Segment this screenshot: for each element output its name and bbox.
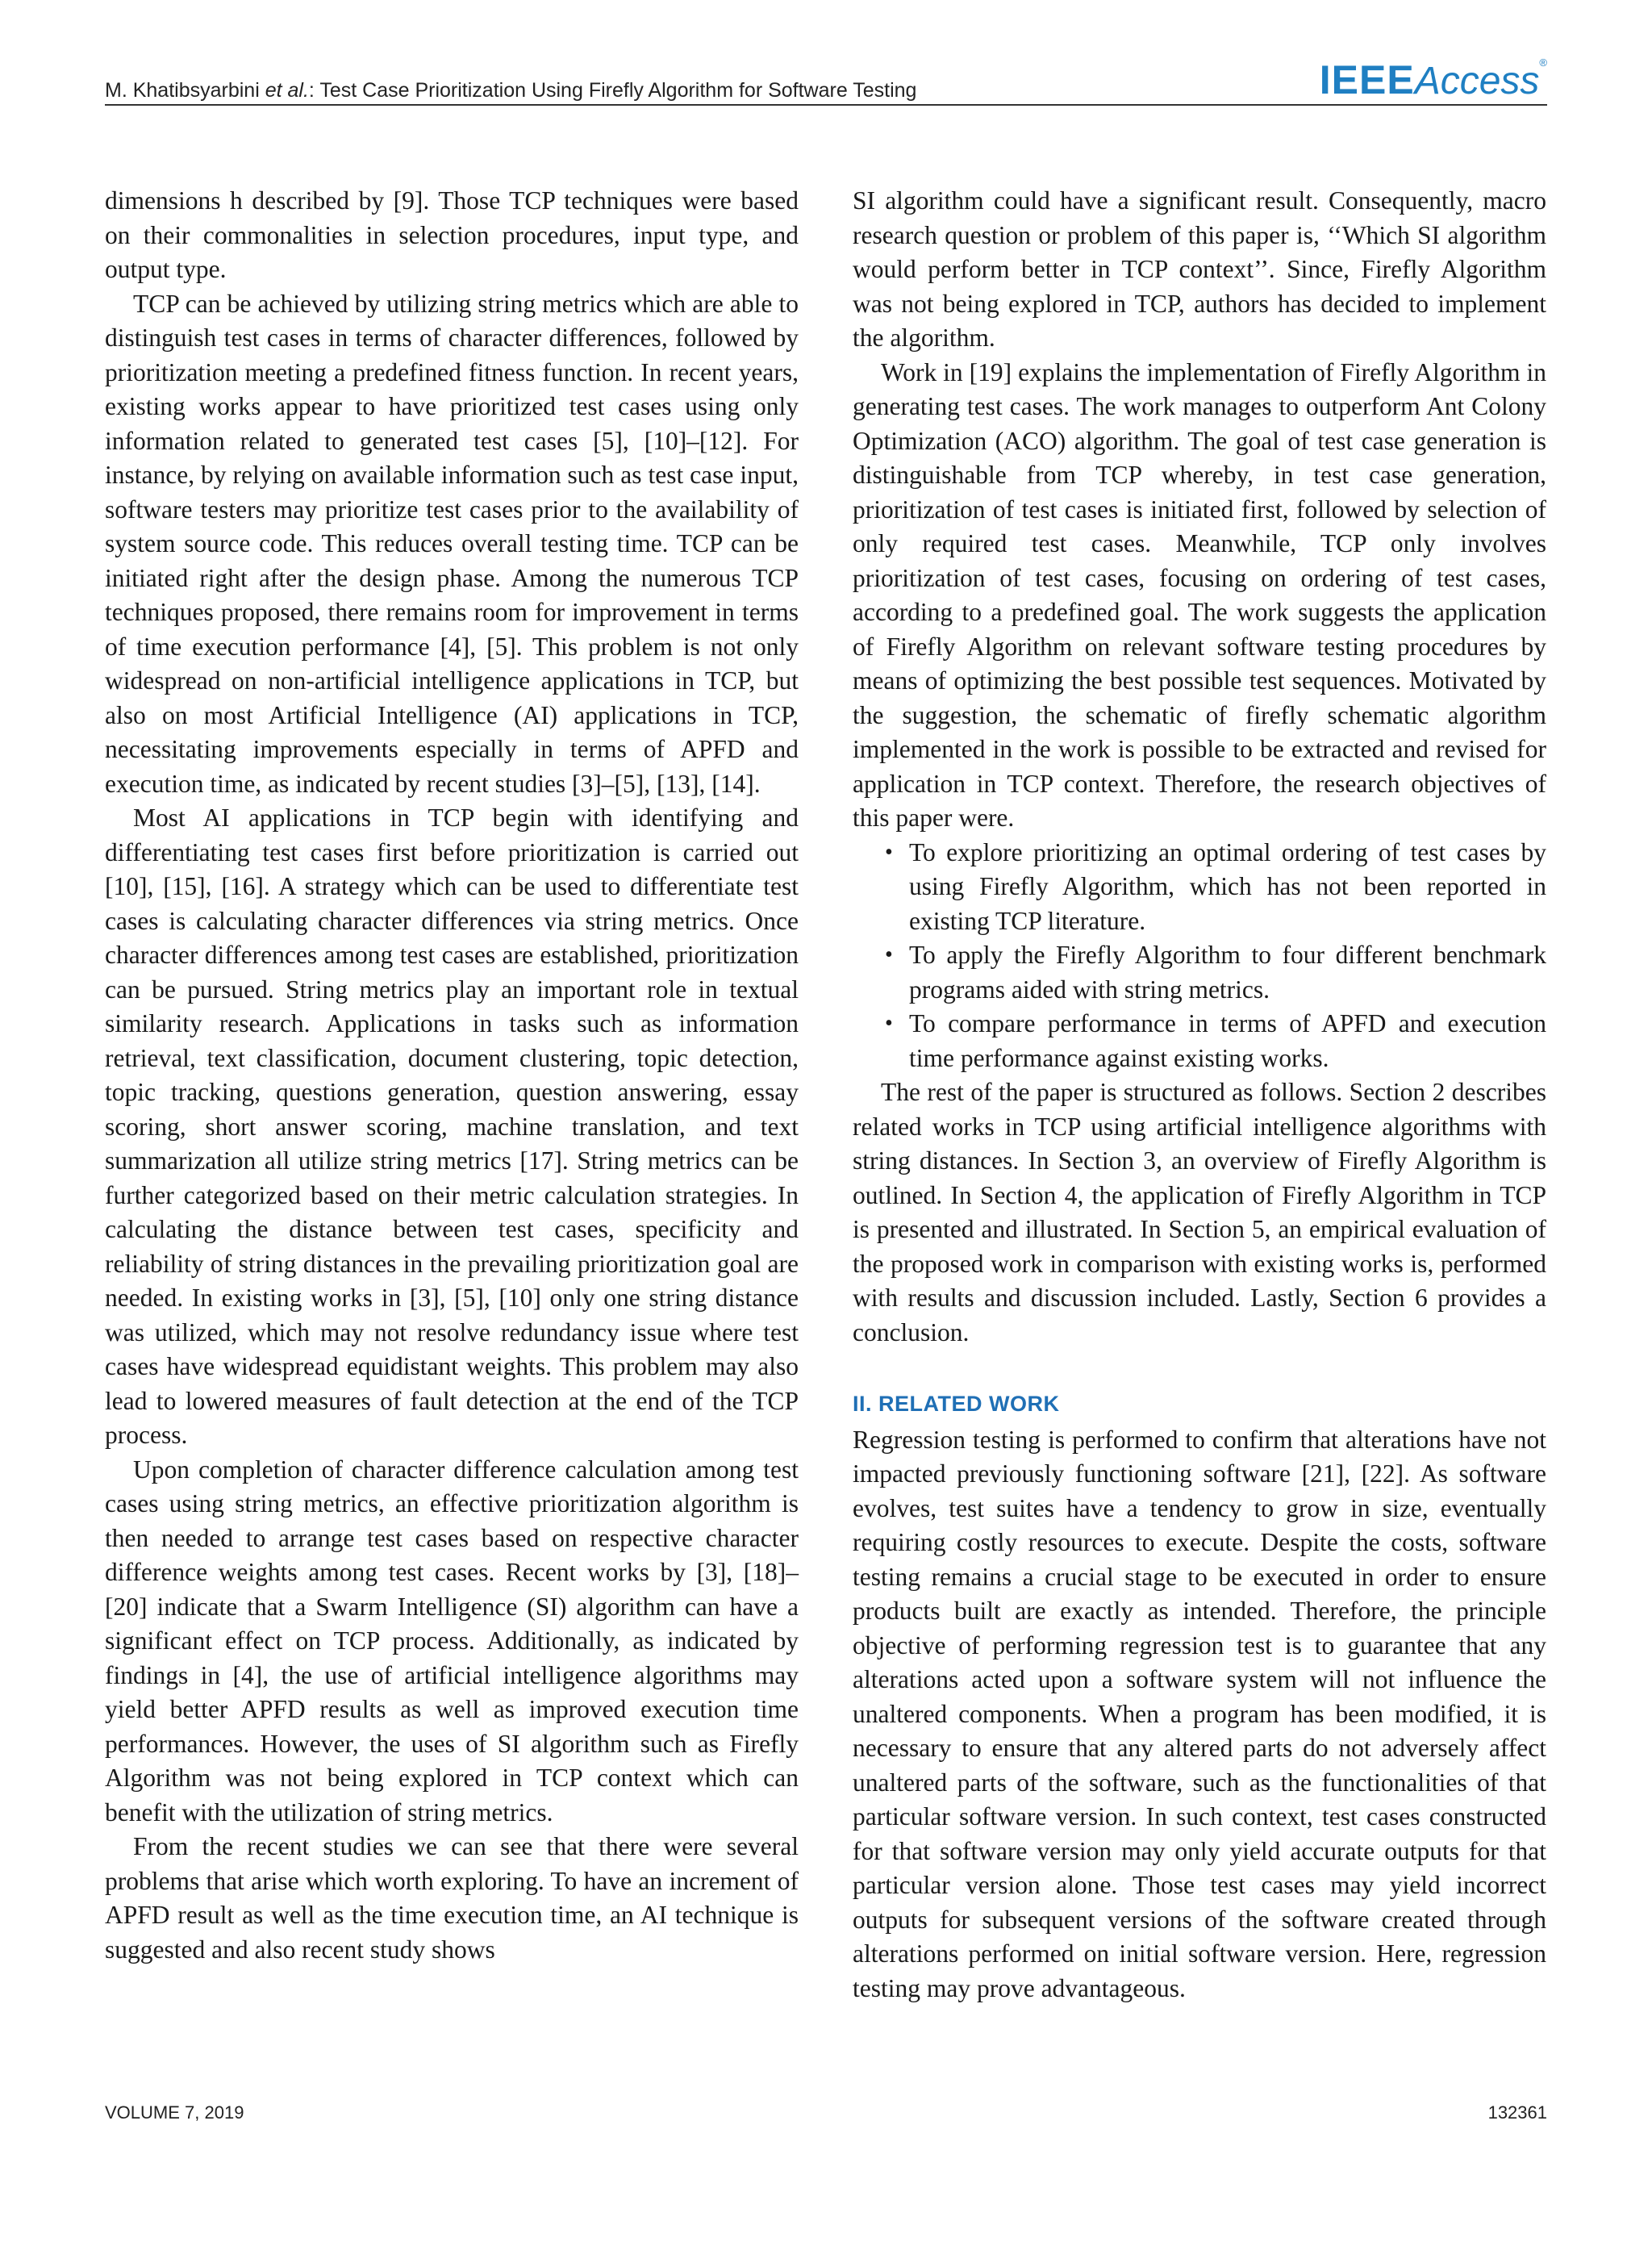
list-item — [853, 938, 1546, 1007]
bullet-icon: • — [885, 1011, 893, 1036]
section-heading: II. RELATED WORK — [853, 1392, 1060, 1416]
left-column — [105, 184, 799, 1967]
header-sep: : — [308, 79, 315, 102]
left-paragraph-2: TCP can be achieved by utilizing string metrics which are able to distinguish test cases in terms of character differences, followed by prioritization meeting a predefined fitness function. In recent years, existing works appear to have prioritized test cases using only information related to generated test cases [5], [10]–[12]. For instance, by relying on available information such as test case input, software testers may prioritize test cases prior to the availability of system source code. This reduces overall testing time. TCP can be initiated right after the design phase. Among the numerous TCP techniques proposed, there remains room for improvement in terms of time execution performance [4], [5]. This problem is not only widespread on non-artificial intelligence applications in TCP, but also on most Artificial Intelligence (AI) applications in TCP, necessitating improvements especially in terms of APFD and execution time, as indicated by recent studies [3]–[5], [13], [14]. — [105, 289, 799, 798]
left-paragraph-4: Upon completion of character difference calculation among test cases using string metrics, an effective prioritization algorithm is then needed to arrange test cases based on respective character difference weights among test cases. Recent works by [3], [18]–[20] indicate that a Swarm Intelligence (SI) algorithm can have a significant effect on TCP process. Additionally, as indicated by findings in [4], the use of artificial intelligence algorithms may yield better APFD results as well as improved execution time performances. However, the uses of SI algorithm such as Firefly Algorithm was not being explored in TCP context which can benefit with the utilization of string metrics. — [105, 1455, 799, 1826]
right-paragraph-3: The rest of the paper is structured as follows. Section 2 describes related works in TCP using artificial intelligence algorithms with string distances. In Section 3, an overview of Firefly Algorithm is outlined. In Section 4, the application of Firefly Algorithm in TCP is presented and illustrated. In Section 5, an empirical evaluation of the proposed work in comparison with existing works is, performed with results and discussion included. Lastly, Section 6 provides a conclusion. — [853, 1078, 1546, 1346]
logo-trademark: ® — [1539, 56, 1547, 69]
footer-volume: VOLUME 7, 2019 — [105, 2102, 244, 2123]
left-paragraph-5: From the recent studies we can see that there were several problems that arise which worth exploring. To have an increment of APFD result as well as the time execution time, an AI technique is suggested and also recent study shows — [105, 1832, 799, 1964]
right-paragraph-4: Regression testing is performed to confirm that alterations have not impacted previously functioning software [21], [22]. As software evolves, test suites have a tendency to grow in size, eventually requiring costly resources to execute. Despite the costs, software testing remains a crucial stage to be executed in order to ensure products built are exactly as intended. Therefore, the principle objective of performing regression test is to guarantee that any alterations acted upon a software system will not influence the unaltered components. When a program has been modified, it is necessary to ensure that any altered parts do not adversely affect unaltered parts of the software, such as the functionalities of that particular software version. In such context, test cases constructed for that software version may only yield accurate outputs for that particular version alone. Those test cases may yield incorrect outputs for subsequent versions of the software created through alterations performed on initial software version. Here, regression testing may prove advantageous. — [853, 1425, 1546, 2002]
left-paragraph-3: Most AI applications in TCP begin with identifying and differentiating test cases first before prioritization is carried out [10], [15], [16]. A strategy which can be used to differentiate test cases is calculating character differences via string metrics. Once character differences among test cases are established, prioritization can be pursued. String metrics play an important role in textual similarity research. Applications in tasks such as information retrieval, text classification, document clustering, topic detection, topic tracking, questions generation, question answering, essay scoring, short answer scoring, machine translation, and text summarization all utilize string metrics [17]. String metrics can be further categorized based on their metric calculation strategies. In calculating the distance between test cases, specificity and reliability of string distances in the prevailing prioritization goal are needed. In existing works in [3], [5], [10] only one string distance was utilized, which may not resolve redundancy issue where test cases have widespread equidistant weights. This problem may also lead to lowered measures of fault detection at the end of the TCP process. — [105, 804, 799, 1449]
right-paragraph-2: Work in [19] explains the implementation of Firefly Algorithm in generating test cases. The work manages to outperform Ant Colony Optimization (ACO) algorithm. The goal of test case generation is distinguishable from TCP whereby, in test case generation, prioritization of test cases is initiated first, followed by selection of only required test cases. Meanwhile, TCP only involves prioritization of test cases, focusing on ordering of test cases, according to a predefined goal. The work suggests the application of Firefly Algorithm on relevant software testing procedures by means of optimizing the best possible test sequences. Motivated by the suggestion, the schematic of firefly schematic algorithm implemented in the work is possible to be extracted and revised for application in TCP context. Therefore, the research objectives of this paper were. — [853, 357, 1546, 832]
footer-page-number: 132361 — [1487, 2102, 1547, 2123]
objectives-list — [853, 836, 1546, 1076]
list-item — [853, 836, 1546, 939]
ieee-access-logo — [1320, 56, 1547, 103]
list-item-text: To apply the Firefly Algorithm to four different benchmark programs aided with string metrics. — [909, 941, 1546, 1004]
header-authors: M. Khatibsyarbini — [105, 79, 260, 102]
left-paragraph-1: dimensions h described by [9]. Those TCP techniques were based on their commonalities in selection procedures, input type, and output type. — [105, 186, 799, 283]
bullet-icon: • — [885, 942, 893, 967]
list-item-text: To compare performance in terms of APFD and execution time performance against existing works. — [909, 1009, 1546, 1072]
right-paragraph-1: SI algorithm could have a significant result. Consequently, macro research question or problem of this paper is, ‘‘Which SI algorithm would perform better in TCP context’’. Since, Firefly Algorithm was not being explored in TCP, authors has decided to implement the algorithm. — [853, 186, 1546, 352]
list-item — [853, 1007, 1546, 1075]
logo-ieee: IEEE — [1319, 57, 1415, 102]
right-column — [853, 184, 1546, 2006]
list-item-text: To explore prioritizing an optimal ordering of test cases by using Firefly Algorithm, which has not been reported in existing TCP literature. — [909, 837, 1546, 935]
logo-access: Access — [1414, 60, 1540, 102]
running-head — [105, 79, 916, 102]
header-etal: et al. — [265, 79, 309, 102]
bullet-icon: • — [885, 839, 893, 865]
page-header — [105, 56, 1547, 105]
header-title: Test Case Prioritization Using Firefly Algorithm for Software Testing — [314, 79, 917, 102]
header-divider — [105, 104, 1547, 106]
